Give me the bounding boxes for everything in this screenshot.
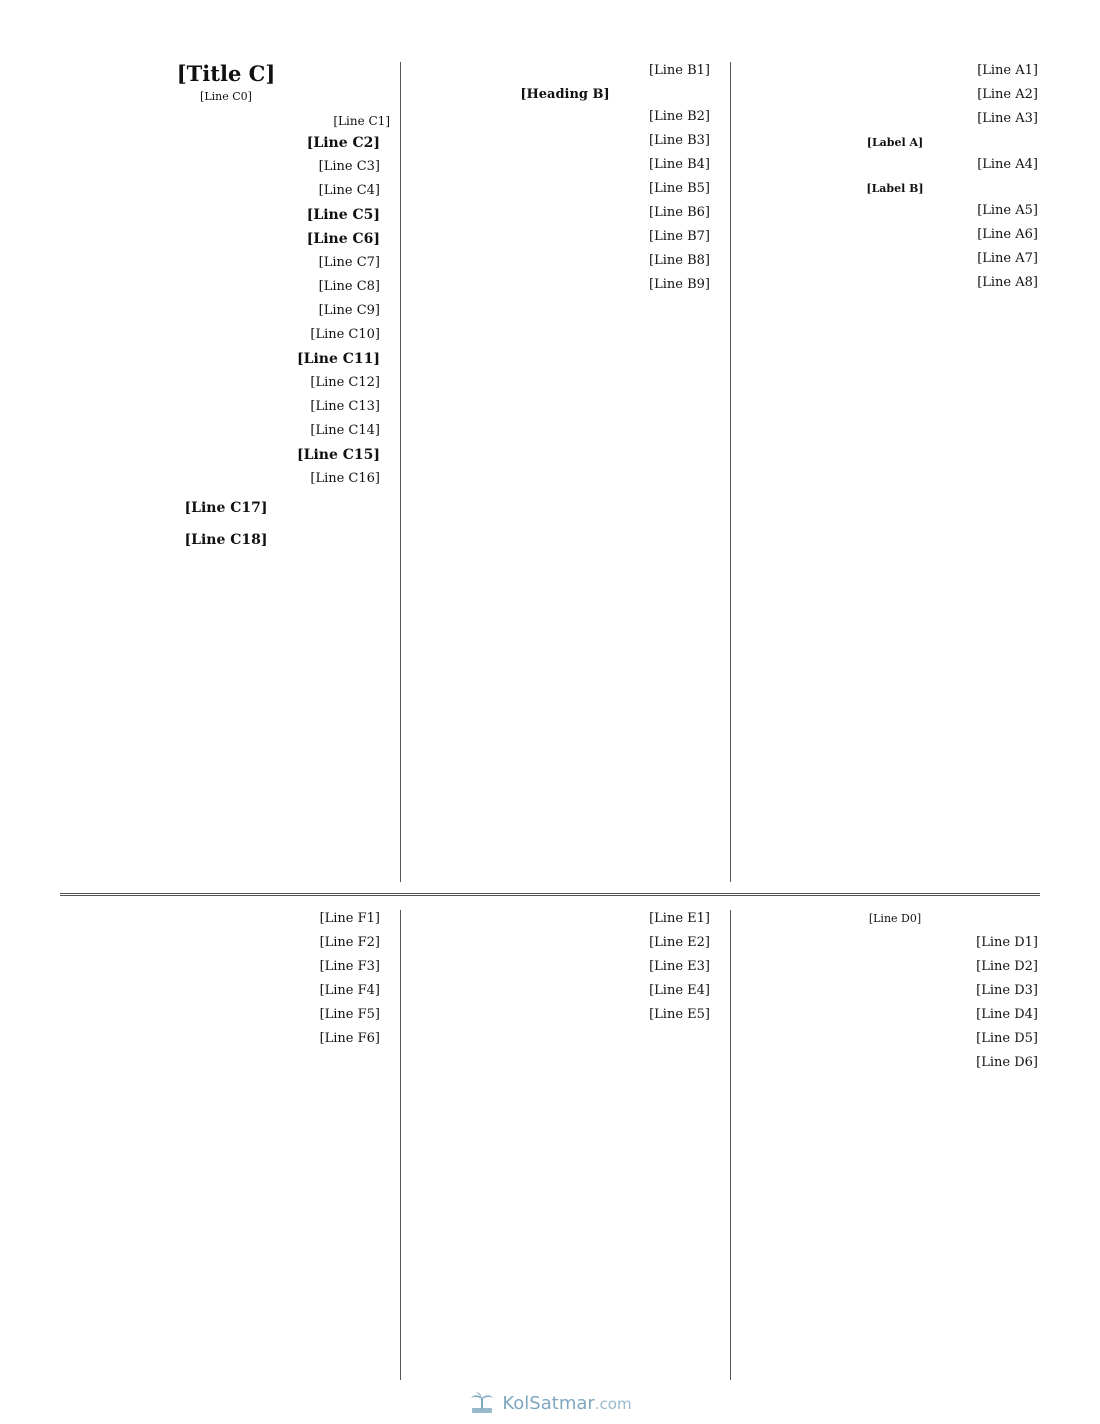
top-left-column (62, 62, 390, 882)
paragraph: [Line A4] (977, 157, 1038, 172)
paragraph: [Line C5] (306, 207, 380, 223)
paragraph: [Line F5] (319, 1007, 380, 1022)
closing-verse: [Line C17] (184, 500, 268, 516)
paragraph: [Line B1] (649, 63, 710, 78)
paragraph: [Line A6] (977, 227, 1038, 242)
paragraph: [Line D6] (976, 1055, 1038, 1070)
paragraph: [Line C2] (306, 135, 380, 151)
site-logo-brand: KolSatmar (502, 1392, 595, 1414)
section-label: [Label B] (866, 182, 924, 195)
article-title: [Title C] (176, 62, 276, 86)
column-divider (730, 910, 731, 1380)
top-right-column (742, 62, 1048, 882)
paragraph: [Line A8] (977, 275, 1038, 290)
paragraph: [Line C14] (310, 423, 380, 438)
paragraph: [Line C15] (297, 447, 380, 463)
intro-note: [Line C1] (333, 114, 390, 128)
paragraph: [Line B4] (649, 157, 710, 172)
paragraph: [Line D5] (976, 1031, 1038, 1046)
bottom-left-column (62, 910, 390, 1380)
paragraph: [Line A1] (977, 63, 1038, 78)
site-logo (502, 1393, 631, 1414)
paragraph: [Line A3] (977, 111, 1038, 126)
paragraph: [Line B3] (649, 133, 710, 148)
paragraph: [Line C7] (318, 255, 380, 270)
paragraph: [Line C12] (310, 375, 380, 390)
paragraph: [Line A2] (977, 87, 1038, 102)
paragraph: [Line A5] (977, 203, 1038, 218)
paragraph: [Line E5] (649, 1007, 710, 1022)
paragraph: [Line B6] (649, 205, 710, 220)
paragraph: [Line D3] (976, 983, 1038, 998)
column-divider (400, 910, 401, 1380)
section-divider (60, 893, 1040, 896)
bottom-middle-column (410, 910, 720, 1380)
paragraph: [Line F1] (319, 911, 380, 926)
paragraph: [Line C4] (318, 183, 380, 198)
paragraph: [Line F6] (319, 1031, 380, 1046)
top-middle-column (410, 62, 720, 882)
column-divider (730, 62, 731, 882)
palm-tree-icon (468, 1391, 496, 1415)
paragraph: [Line B7] (649, 229, 710, 244)
paragraph: [Line B9] (649, 277, 710, 292)
paragraph: [Line E2] (649, 935, 710, 950)
paragraph: [Line C10] (310, 327, 380, 342)
paragraph: [Line B2] (649, 109, 710, 124)
paragraph: [Line C16] (310, 471, 380, 486)
paragraph: [Line D2] (976, 959, 1038, 974)
source-line: [Line D0] (868, 912, 922, 925)
paragraph: [Line D4] (976, 1007, 1038, 1022)
paragraph: [Line C3] (318, 159, 380, 174)
paragraph: [Line F4] (319, 983, 380, 998)
section-heading: [Heading B] (520, 87, 610, 102)
column-divider (400, 62, 401, 882)
site-footer (0, 1388, 1100, 1418)
paragraph: [Line C11] (297, 351, 380, 367)
closing-verse: [Line C18] (184, 532, 268, 548)
article-subtitle: [Line C0] (200, 90, 252, 103)
site-logo-domain: .com (594, 1394, 632, 1413)
paragraph: [Line B5] (649, 181, 710, 196)
bottom-right-column (742, 910, 1048, 1380)
paragraph: [Line E3] (649, 959, 710, 974)
paragraph: [Line C8] (318, 279, 380, 294)
section-label: [Label A] (866, 136, 924, 149)
paragraph: [Line D1] (976, 935, 1038, 950)
paragraph: [Line C6] (306, 231, 380, 247)
paragraph: [Line C13] (310, 399, 380, 414)
paragraph: [Line F3] (319, 959, 380, 974)
paragraph: [Line E1] (649, 911, 710, 926)
paragraph: [Line C9] (318, 303, 380, 318)
paragraph: [Line E4] (649, 983, 710, 998)
paragraph: [Line F2] (319, 935, 380, 950)
paragraph: [Line B8] (649, 253, 710, 268)
paragraph: [Line A7] (977, 251, 1038, 266)
